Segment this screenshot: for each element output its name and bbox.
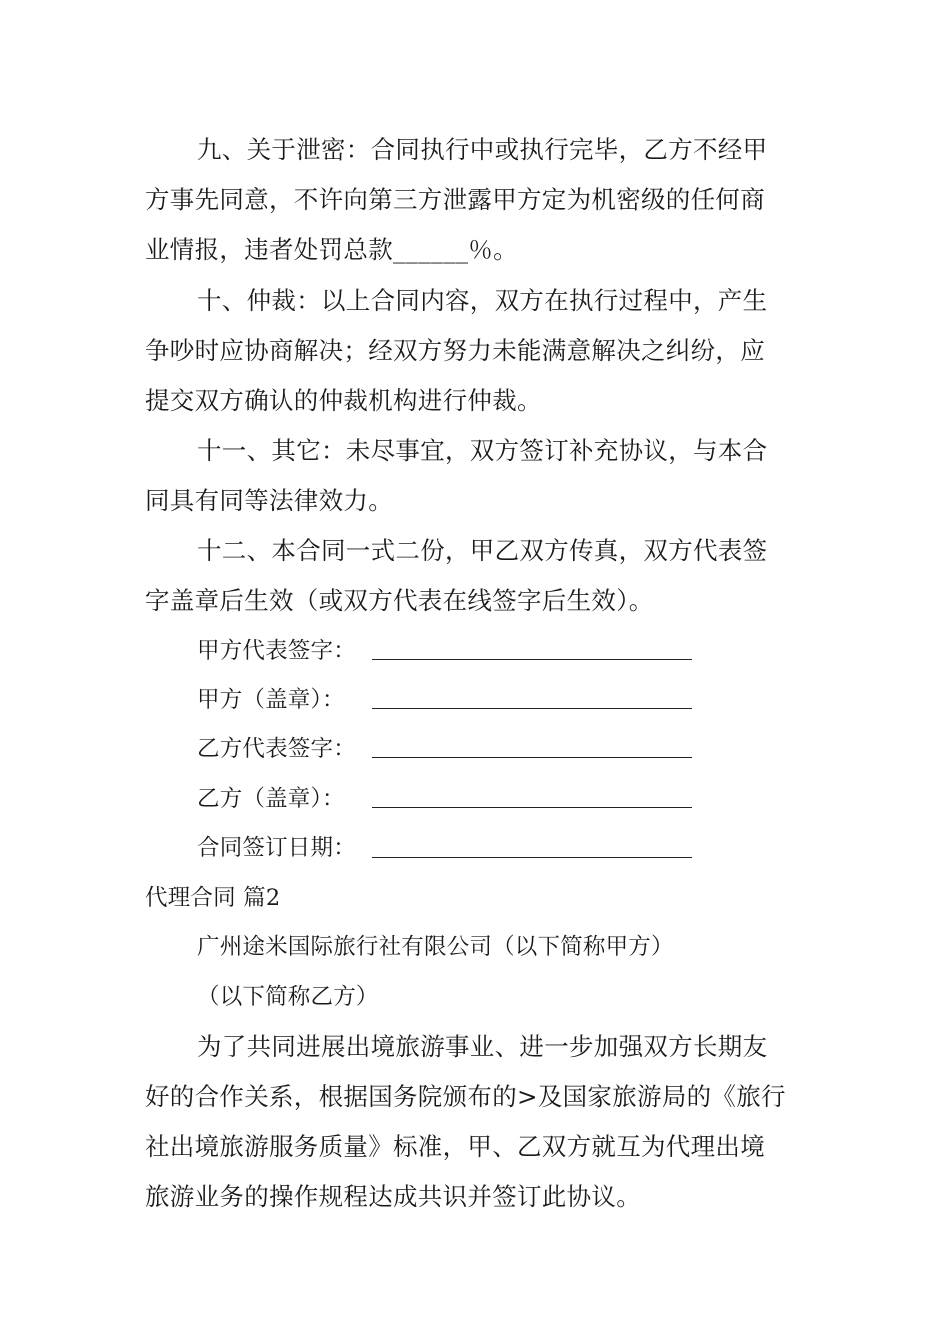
clause-12-line-1: 十二、本合同一式二份，甲乙双方传真，双方代表签 bbox=[197, 536, 768, 565]
clause-9-line-2: 方事先同意，不许向第三方泄露甲方定为机密级的任何商 bbox=[145, 185, 765, 214]
clause-9-line-3: 业情报，违者处罚总款______％。 bbox=[145, 235, 518, 264]
party-a-rep-signature-line[interactable] bbox=[372, 659, 692, 660]
clause-10-line-1: 十、仲裁：以上合同内容，双方在执行过程中，产生 bbox=[197, 286, 768, 315]
intro-paragraph-line-1: 为了共同进展出境旅游事业、进一步加强双方长期友 bbox=[197, 1032, 768, 1061]
section-2-heading: 代理合同 篇2 bbox=[145, 885, 281, 911]
party-a-seal-label: 甲方（盖章）： bbox=[197, 687, 345, 713]
clause-10-line-2: 争吵时应协商解决；经双方努力未能满意解决之纠纷，应 bbox=[145, 336, 765, 365]
party-b-seal-signature-line[interactable] bbox=[372, 807, 692, 808]
party-b-intro: （以下简称乙方） bbox=[197, 984, 379, 1010]
clause-10-line-3: 提交双方确认的仲裁机构进行仲裁。 bbox=[145, 386, 542, 415]
party-a-seal-signature-line[interactable] bbox=[372, 708, 692, 709]
party-b-seal-label: 乙方（盖章）： bbox=[197, 786, 345, 812]
sign-date-line[interactable] bbox=[372, 857, 692, 858]
clause-9-line-1: 九、关于泄密：合同执行中或执行完毕，乙方不经甲 bbox=[197, 135, 768, 164]
clause-11-line-1: 十一、其它：未尽事宜，双方签订补充协议，与本合 bbox=[197, 436, 768, 465]
party-a-rep-label: 甲方代表签字： bbox=[197, 638, 356, 664]
sign-date-label: 合同签订日期： bbox=[197, 835, 356, 861]
intro-paragraph-line-3: 社出境旅游服务质量》标准，甲、乙双方就互为代理出境 bbox=[145, 1132, 765, 1161]
intro-paragraph-line-4: 旅游业务的操作规程达成共识并签订此协议。 bbox=[145, 1182, 641, 1211]
intro-paragraph-line-2: 好的合作关系，根据国务院颁布的>及国家旅游局的《旅行 bbox=[145, 1082, 786, 1111]
clause-11-line-2: 同具有同等法律效力。 bbox=[145, 486, 393, 515]
party-b-rep-signature-line[interactable] bbox=[372, 757, 692, 758]
party-a-intro: 广州途米国际旅行社有限公司（以下简称甲方） bbox=[197, 934, 674, 960]
clause-12-line-2: 字盖章后生效（或双方代表在线签字后生效）。 bbox=[145, 586, 654, 615]
party-b-rep-label: 乙方代表签字： bbox=[197, 736, 356, 762]
